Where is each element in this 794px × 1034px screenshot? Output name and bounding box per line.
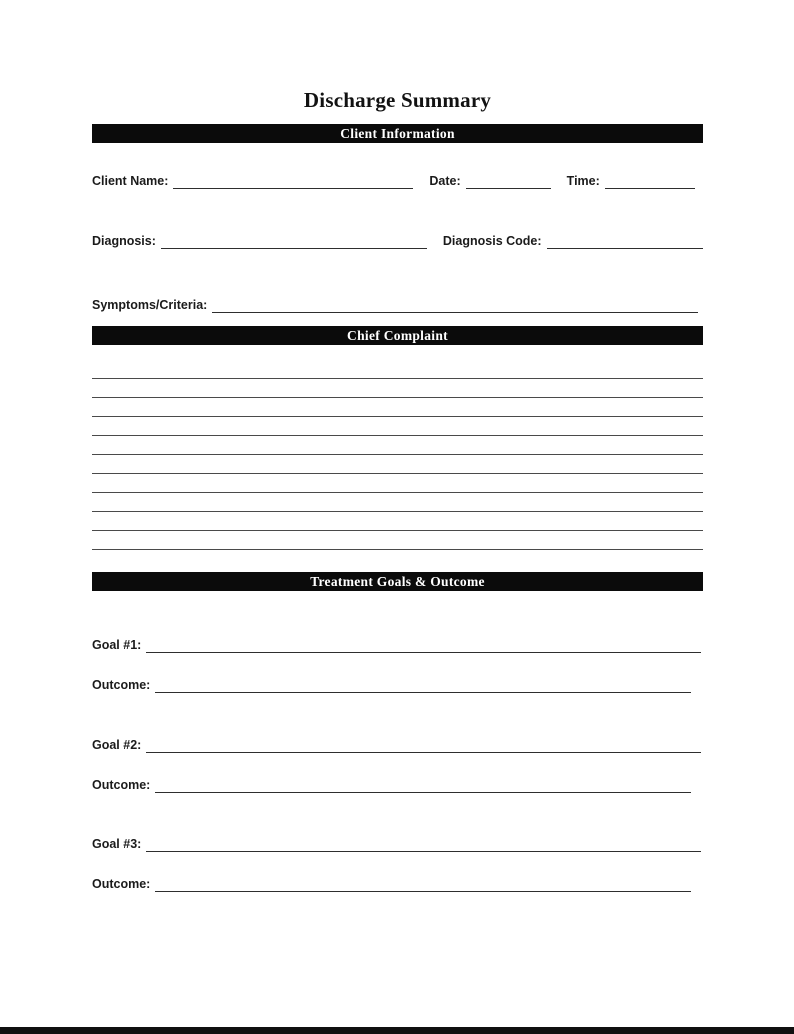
blank-line: [92, 474, 703, 493]
symptoms-criteria-label: Symptoms/Criteria:: [92, 298, 208, 312]
goal-2-line: [146, 738, 701, 753]
blank-line: [92, 398, 703, 417]
outcome-1-label: Outcome:: [92, 678, 151, 692]
diagnosis-label: Diagnosis:: [92, 234, 156, 248]
outcome-2-label: Outcome:: [92, 778, 151, 792]
outcome-1-row: [92, 677, 703, 693]
date-line: [466, 174, 551, 189]
outcome-1-line: [155, 678, 691, 693]
diagnosis-code-label: Diagnosis Code:: [442, 234, 542, 248]
symptoms-criteria-line: [212, 298, 698, 313]
blank-line: [92, 512, 703, 531]
outcome-2-line: [155, 778, 691, 793]
treatment-goals-section-header: Treatment Goals & Outcome: [92, 572, 703, 591]
goal-2-row: [92, 737, 703, 753]
goal-2-label: Goal #2:: [92, 738, 142, 752]
blank-line: [92, 417, 703, 436]
client-name-row: [92, 173, 703, 189]
goal-3-line: [146, 837, 701, 852]
blank-line: [92, 360, 703, 379]
diagnosis-line: [161, 234, 427, 249]
document-content: [92, 0, 703, 892]
outcome-2-row: [92, 777, 703, 793]
blank-line: [92, 531, 703, 550]
outcome-3-row: [92, 876, 703, 892]
symptoms-row: [92, 297, 703, 313]
chief-complaint-lines: [92, 360, 703, 550]
chief-complaint-section-header: Chief Complaint: [92, 326, 703, 345]
goal-1-line: [146, 638, 701, 653]
diagnosis-code-line: [547, 234, 703, 249]
blank-line: [92, 379, 703, 398]
blank-line: [92, 455, 703, 474]
blank-line: [92, 493, 703, 512]
bottom-page-edge-strip: [0, 1027, 794, 1034]
time-line: [605, 174, 695, 189]
client-information-section-header: Client Information: [92, 124, 703, 143]
outcome-3-line: [155, 877, 691, 892]
date-label: Date:: [429, 174, 461, 188]
client-name-line: [173, 174, 413, 189]
outcome-3-label: Outcome:: [92, 877, 151, 891]
blank-line: [92, 436, 703, 455]
page-title: Discharge Summary: [303, 88, 492, 112]
diagnosis-row: [92, 233, 703, 249]
time-label: Time:: [566, 174, 600, 188]
goal-1-label: Goal #1:: [92, 638, 142, 652]
goal-1-row: [92, 637, 703, 653]
goal-3-label: Goal #3:: [92, 837, 142, 851]
client-name-label: Client Name:: [92, 174, 169, 188]
goal-3-row: [92, 836, 703, 852]
